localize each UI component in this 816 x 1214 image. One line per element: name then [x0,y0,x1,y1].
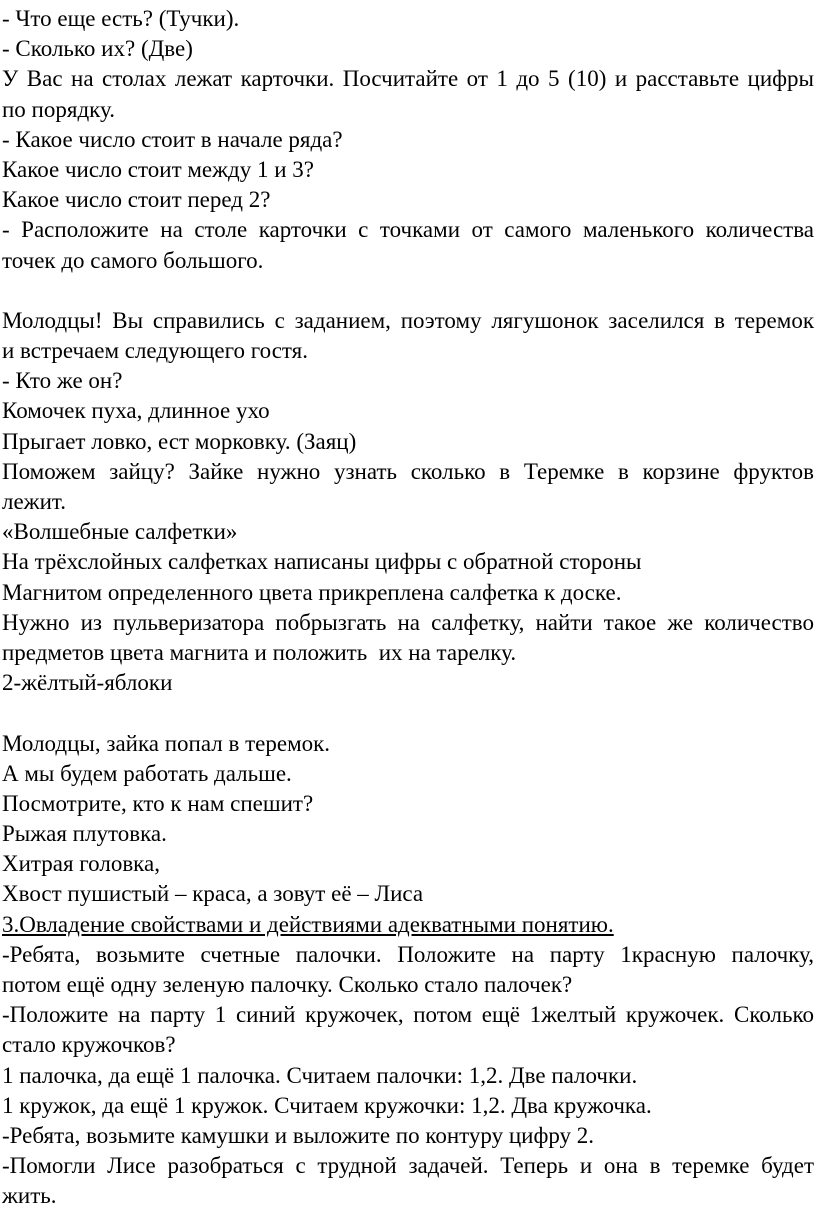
text-line: - Кто же он? [2,368,123,394]
text-line: Прыгает ловко, ест морковку. (Заяц) [2,428,357,454]
text-line: Магнитом определенного цвета прикреплена салфетка к доске. [2,579,622,605]
text-line: Рыжая плутовка. [2,821,167,847]
text-line: - Сколько их? (Две) [2,36,193,62]
text-line: 2-жёлтый-яблоки [2,670,173,696]
text-line: Хитрая головка, [2,851,160,877]
text-line: Поможем зайцу? Зайке нужно узнать сколько в Теремке в корзине фруктов [2,458,814,484]
text-line: жить. [2,1183,57,1209]
text-line: Нужно из пульверизатора побрызгать на салфетку, найти такое же количество [2,609,814,635]
text-line: Молодцы, зайка попал в теремок. [2,730,331,756]
text-line: -Помогли Лисе разобраться с трудной задачей. Теперь и она в теремке будет [2,1153,814,1179]
text-line: Посмотрите, кто к нам спешит? [2,790,314,816]
text-line: Комочек пуха, длинное ухо [2,398,270,424]
text-line: и встречаем следующего гостя. [2,338,308,364]
text-line: Какое число стоит между 1 и 3? [2,156,314,182]
text-line: «Волшебные салфетки» [2,519,238,545]
text-line: точек до самого большого. [2,247,264,273]
section-heading: 3.Овладение свойствами и действиями адекватными понятию. [2,911,614,937]
text-line: Молодцы! Вы справились с заданием, поэтому лягушонок заселился в теремок [2,307,814,333]
text-line: лежит. [2,489,66,514]
text-line: На трёхслойных салфетках написаны цифры с обратной стороны [2,549,642,575]
text-line: 1 палочка, да ещё 1 палочка. Считаем палочки: 1,2. Две палочки. [2,1062,638,1088]
text-line: Какое число стоит перед 2? [2,187,271,213]
text-line: потом ещё одну зеленую палочку. Сколько стало палочек? [2,972,573,997]
text-line: А мы будем работать дальше. [2,760,292,786]
text-line: стало кружочков? [2,1032,176,1058]
text-line: Хвост пушистый – краса, а зовут её – Лиса [2,881,424,907]
text-line: по порядку. [2,96,115,122]
blank-line [2,698,816,728]
text-line: предметов цвета магнита и положить их на тарелку. [2,639,517,665]
text-line: -Ребята, возьмите камушки и выложите по контуру цифру 2. [2,1122,595,1148]
text-line: - Какое число стоит в начале ряда? [2,126,343,152]
text-line: 1 кружок, да ещё 1 кружок. Считаем кружочки: 1,2. Два кружочка. [2,1092,652,1118]
text-line: - Расположите на столе карточки с точками от самого маленького количества [2,217,814,243]
blank-line [2,276,816,306]
text-line: - Что еще есть? (Тучки). [2,6,240,31]
text-line: -Ребята, возьмите счетные палочки. Положите на парту 1красную палочку, [2,941,814,967]
text-line: -Положите на парту 1 синий кружочек, потом ещё 1желтый кружочек. Сколько [2,1002,814,1028]
text-line: У Вас на столах лежат карточки. Посчитайте от 1 до 5 (10) и расставьте цифры [2,66,814,92]
